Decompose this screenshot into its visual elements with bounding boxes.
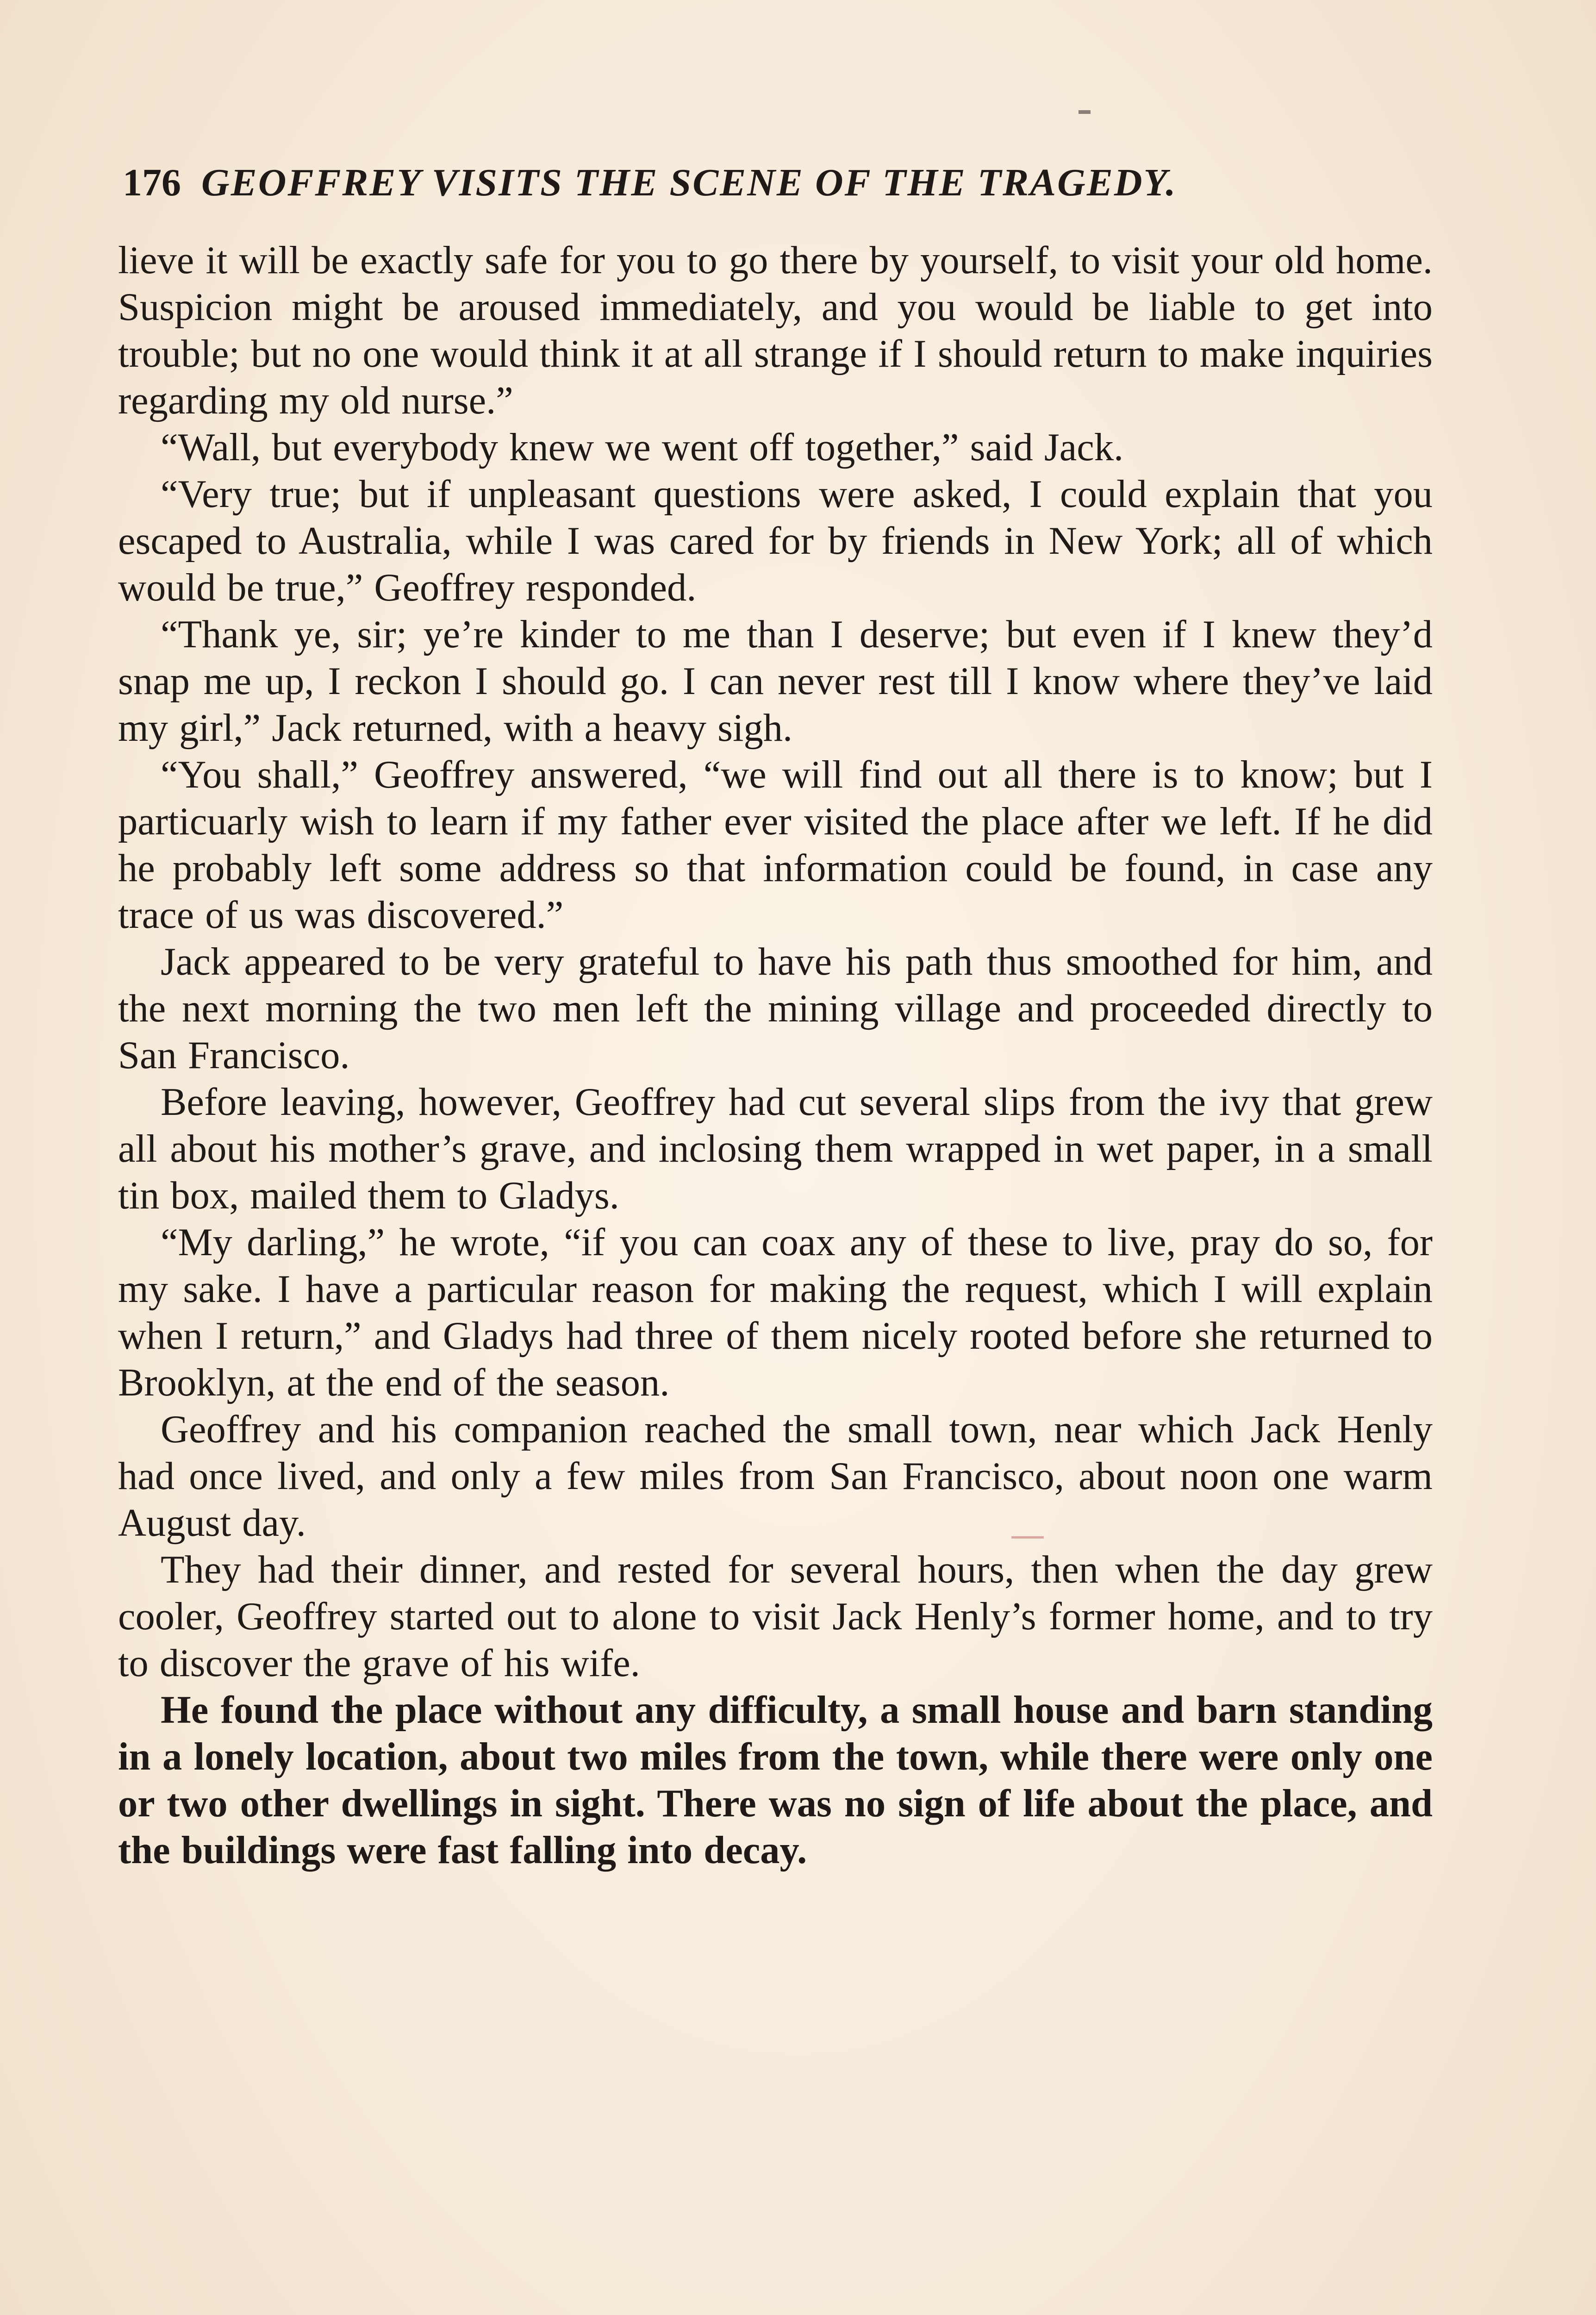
- paragraph: “Thank ye, sir; ye’re kinder to me than I deserve; but even if I knew they’d snap me up, I reckon I should go. I can never rest till I know where they’ve laid my girl,” Jack returned, with a heavy sigh.: [118, 613, 1433, 750]
- paragraph: Jack appeared to be very grateful to have his path thus smoothed for him, and the next morning the two men left the mining village and proceeded directly to San Francisco.: [118, 940, 1433, 1077]
- body-text: [118, 237, 1433, 1874]
- red-ink-mark: [1011, 1536, 1044, 1539]
- paragraph: lieve it will be exactly safe for you to go there by yourself, to visit your old home. Suspicion might be aroused immediately, and you would be liable to get into trouble; but no one would think it at all strange if I should return to make inquiries regarding my old nurse.”: [118, 239, 1433, 422]
- ink-speck: [1079, 110, 1091, 114]
- paragraph: “Very true; but if unpleasant questions were asked, I could explain that you escaped to Australia, while I was cared for by friends in New York; all of which would be true,” Geoffrey responded.: [118, 473, 1433, 609]
- page-header: [123, 157, 1433, 208]
- page-number: 176: [123, 161, 181, 204]
- paragraph: “You shall,” Geoffrey answered, “we will find out all there is to know; but I particuarly wish to learn if my father ever visited the place after we left. If he did he probably left some address so that information could be found, in case any trace of us was discovered.”: [118, 753, 1433, 937]
- paragraph: He found the place without any difficulty, a small house and barn standing in a lonely location, about two miles from the town, while there were only one or two other dwellings in sight. There was no sign of life about the place, and the buildings were fast falling into decay.: [118, 1689, 1433, 1872]
- paragraph: Before leaving, however, Geoffrey had cut several slips from the ivy that grew all about his mother’s grave, and inclosing them wrapped in wet paper, in a small tin box, mailed them to Gladys.: [118, 1081, 1433, 1217]
- paragraph: They had their dinner, and rested for several hours, then when the day grew cooler, Geoffrey started out to alone to visit Jack Henly’s former home, and to try to discover the grave of his wife.: [118, 1548, 1433, 1685]
- paragraph: “Wall, but everybody knew we went off together,” said Jack.: [161, 426, 1124, 469]
- paragraph: Geoffrey and his companion reached the small town, near which Jack Henly had once lived, and only a few miles from San Francisco, about noon one warm August day.: [118, 1408, 1433, 1545]
- paragraph: “My darling,” he wrote, “if you can coax any of these to live, pray do so, for my sake. I have a particular reason for making the request, which I will explain when I return,” and Gladys had three of them nicely rooted before she returned to Brooklyn, at the end of the season.: [118, 1221, 1433, 1404]
- running-title: GEOFFREY VISITS THE SCENE OF THE TRAGEDY.: [201, 161, 1177, 204]
